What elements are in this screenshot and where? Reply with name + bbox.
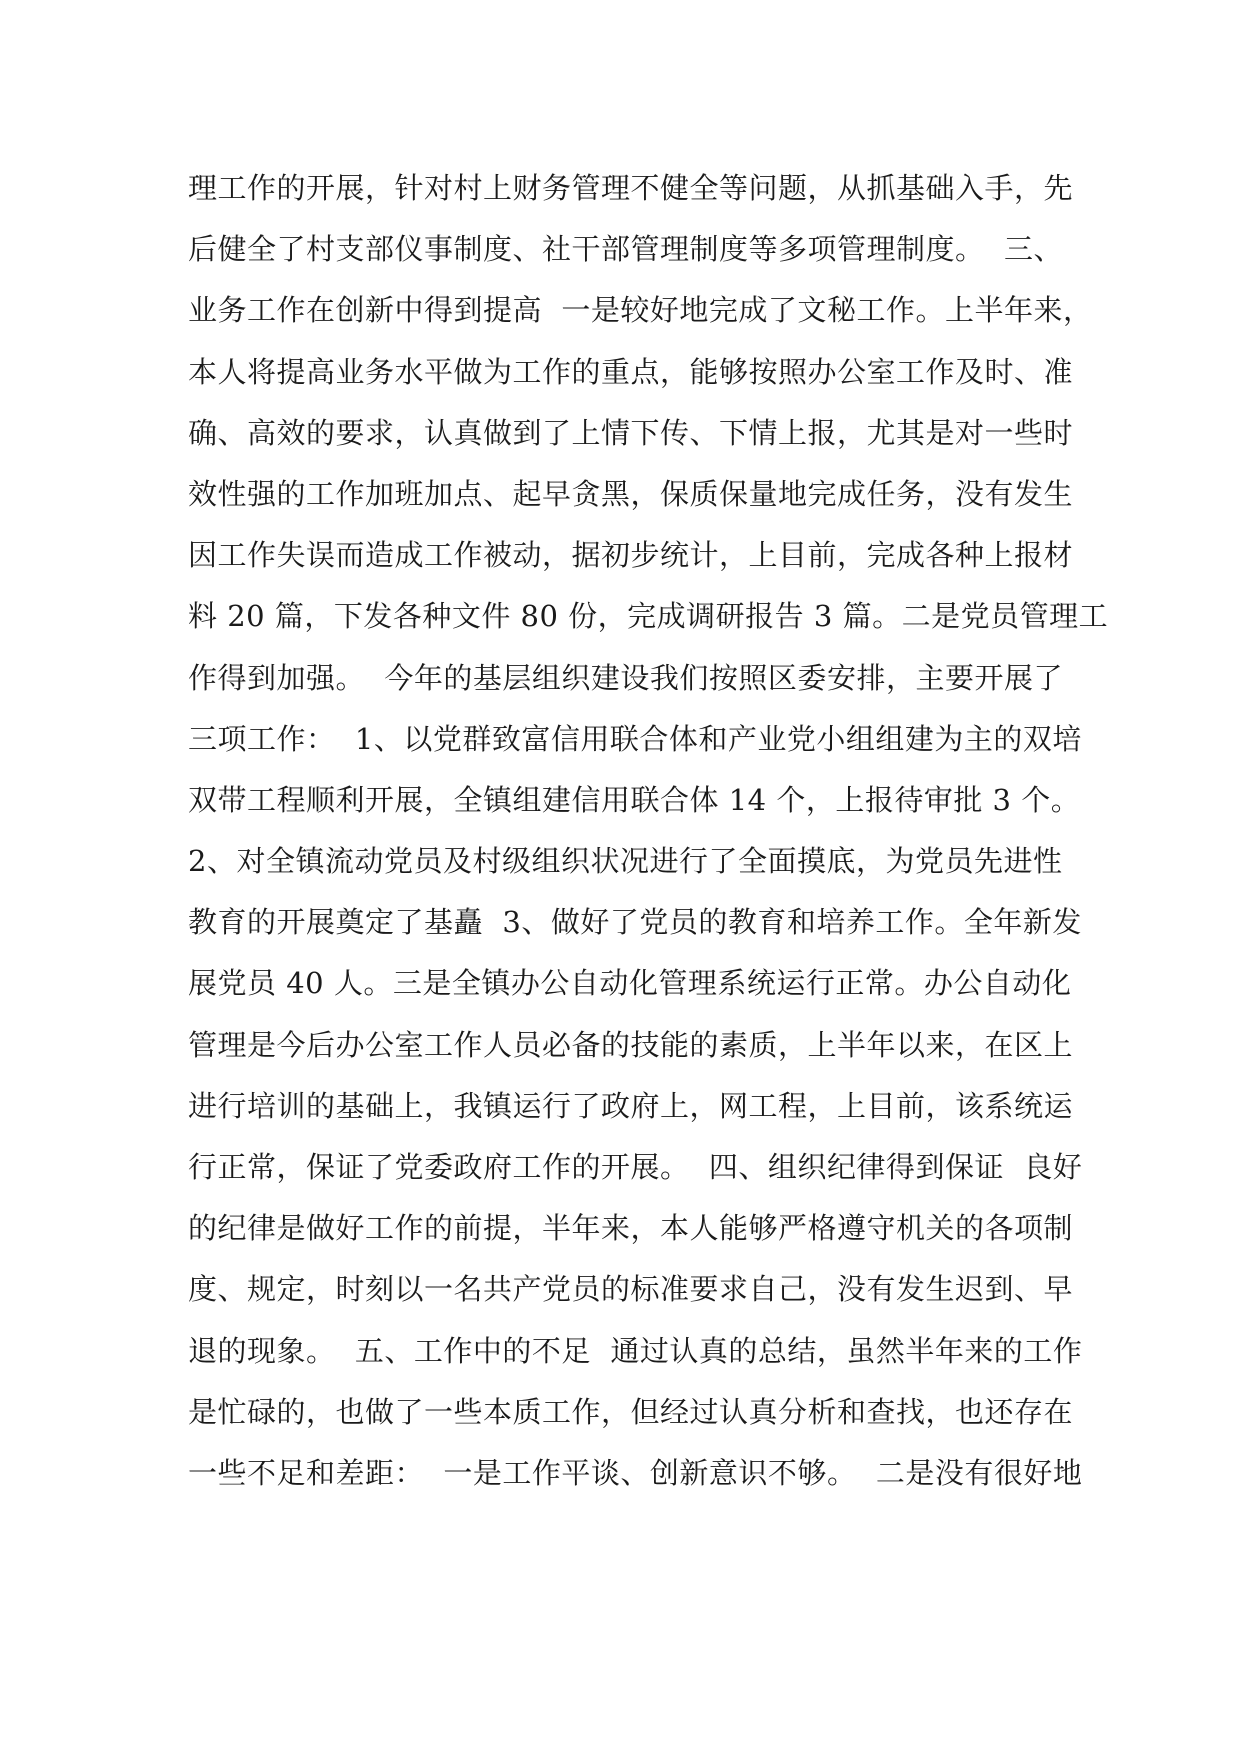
text-line: 进行培训的基础上，我镇运行了政府上，网工程，上目前，该系统运 xyxy=(188,1088,1074,1123)
body-text xyxy=(188,158,1109,1504)
text-line: 料 20 篇，下发各种文件 80 份，完成调研报告 3 篇。二是党员管理工 xyxy=(188,599,1109,634)
text-line: 度、规定，时刻以一名共产党员的标准要求自己，没有发生迟到、早 xyxy=(188,1272,1074,1307)
text-line: 2、对全镇流动党员及村级组织状况进行了全面摸底，为党员先进性 xyxy=(188,844,1063,879)
text-line: 业务工作在创新中得到提高 一是较好地完成了文秘工作。上半年来， xyxy=(188,293,1093,328)
text-line: 效性强的工作加班加点、起早贪黑，保质保量地完成任务，没有发生 xyxy=(188,476,1074,511)
text-line: 一些不足和差距： 一是工作平谈、创新意识不够。 二是没有很好地 xyxy=(188,1455,1083,1490)
text-line: 本人将提高业务水平做为工作的重点，能够按照办公室工作及时、准 xyxy=(188,354,1074,389)
text-line: 是忙碌的，也做了一些本质工作，但经过认真分析和查找，也还存在 xyxy=(188,1394,1074,1429)
text-line: 的纪律是做好工作的前提，半年来，本人能够严格遵守机关的各项制 xyxy=(188,1211,1074,1246)
text-line: 行正常，保证了党委政府工作的开展。 四、组织纪律得到保证 良好 xyxy=(188,1150,1083,1184)
text-line: 教育的开展奠定了基矗 3、做好了党员的教育和培养工作。全年新发 xyxy=(188,905,1082,940)
text-line: 展党员 40 人。三是全镇办公自动化管理系统运行正常。办公自动化 xyxy=(188,966,1072,1001)
text-line: 后健全了村支部仪事制度、社干部管理制度等多项管理制度。 三、 xyxy=(188,232,1063,267)
text-line: 作得到加强。 今年的基层组织建设我们按照区委安排，主要开展了 xyxy=(188,660,1063,695)
text-line: 管理是今后办公室工作人员必备的技能的素质，上半年以来，在区上 xyxy=(188,1027,1074,1062)
text-line: 因工作失误而造成工作被动，据初步统计，上目前，完成各种上报材 xyxy=(188,538,1074,573)
text-line: 理工作的开展，针对村上财务管理不健全等问题，从抓基础入手，先 xyxy=(188,171,1074,205)
text-line: 确、高效的要求，认真做到了上情下传、下情上报，尤其是对一些时 xyxy=(188,415,1074,450)
text-line: 三项工作： 1、以党群致富信用联合体和产业党小组组建为主的双培 xyxy=(188,721,1082,756)
text-line: 双带工程顺利开展，全镇组建信用联合体 14 个，上报待审批 3 个。 xyxy=(188,782,1081,817)
text-line: 退的现象。 五、工作中的不足 通过认真的总结，虽然半年来的工作 xyxy=(188,1333,1083,1368)
